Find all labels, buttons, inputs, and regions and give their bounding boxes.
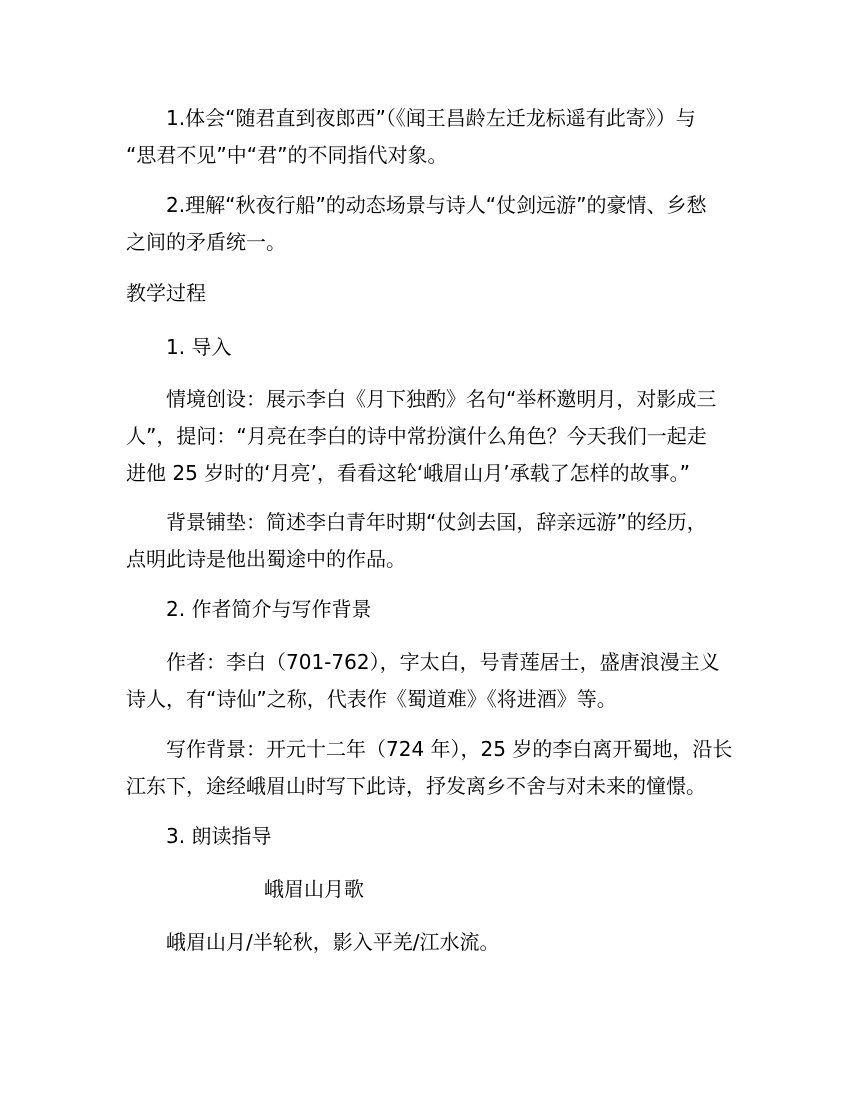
text-line: 背景铺垫：简述李白青年时期“仗剑去国，辞亲远游”的经历， <box>166 510 707 534</box>
background-paragraph <box>126 504 738 578</box>
text-line: 点明此诗是他出蜀途中的作品。 <box>126 547 406 571</box>
text-line: 诗人，有“诗仙”之称，代表作《蜀道难》《将进酒》等。 <box>126 687 617 711</box>
step1-heading <box>126 329 738 366</box>
text-line: 江东下，途经峨眉山时写下此诗，抒发离乡不舍与对未来的憧憬。 <box>126 774 706 798</box>
author-paragraph <box>126 644 738 718</box>
step-heading-text: 3. 朗读指导 <box>166 824 272 848</box>
text-line: 人”，提问：“月亮在李白的诗中常扮演什么角色？今天我们一起走 <box>126 424 707 448</box>
step3-heading <box>126 818 738 855</box>
step2-heading <box>126 591 738 628</box>
text-line: 写作背景：开元十二年（724 年），25 岁的李白离开蜀地，沿长 <box>166 737 733 761</box>
poem-title-text: 峨眉山月歌 <box>264 877 364 901</box>
poem-line <box>126 924 738 961</box>
section-heading-text: 教学过程 <box>126 281 206 305</box>
section-heading <box>126 275 738 312</box>
text-line: 进他 25 岁时的‘月亮’，看看这轮‘峨眉山月’承载了怎样的故事。” <box>126 461 690 485</box>
objective-1 <box>126 100 738 174</box>
situation-paragraph <box>126 381 738 492</box>
text-line: 情境创设：展示李白《月下独酌》名句“举杯邀明月，对影成三 <box>166 387 717 411</box>
poem-title <box>126 871 738 908</box>
text-line: 作者：李白（701-762），字太白，号青莲居士，盛唐浪漫主义 <box>166 650 720 674</box>
text-line: “思君不见”中“君”的不同指代对象。 <box>126 143 448 167</box>
objective-2 <box>126 187 738 261</box>
step-heading-text: 2. 作者简介与写作背景 <box>166 597 372 621</box>
step-heading-text: 1. 导入 <box>166 335 232 359</box>
poem-line-text: 峨眉山月/半轮秋，影入平羌/江水流。 <box>166 930 500 954</box>
text-line: 2.理解“秋夜行船”的动态场景与诗人“仗剑远游”的豪情、乡愁 <box>166 193 707 217</box>
writing-background-paragraph <box>126 731 738 805</box>
text-line: 1.体会“随君直到夜郎西”（《闻王昌龄左迁龙标遥有此寄》）与 <box>166 106 696 130</box>
text-line: 之间的矛盾统一。 <box>126 230 286 254</box>
